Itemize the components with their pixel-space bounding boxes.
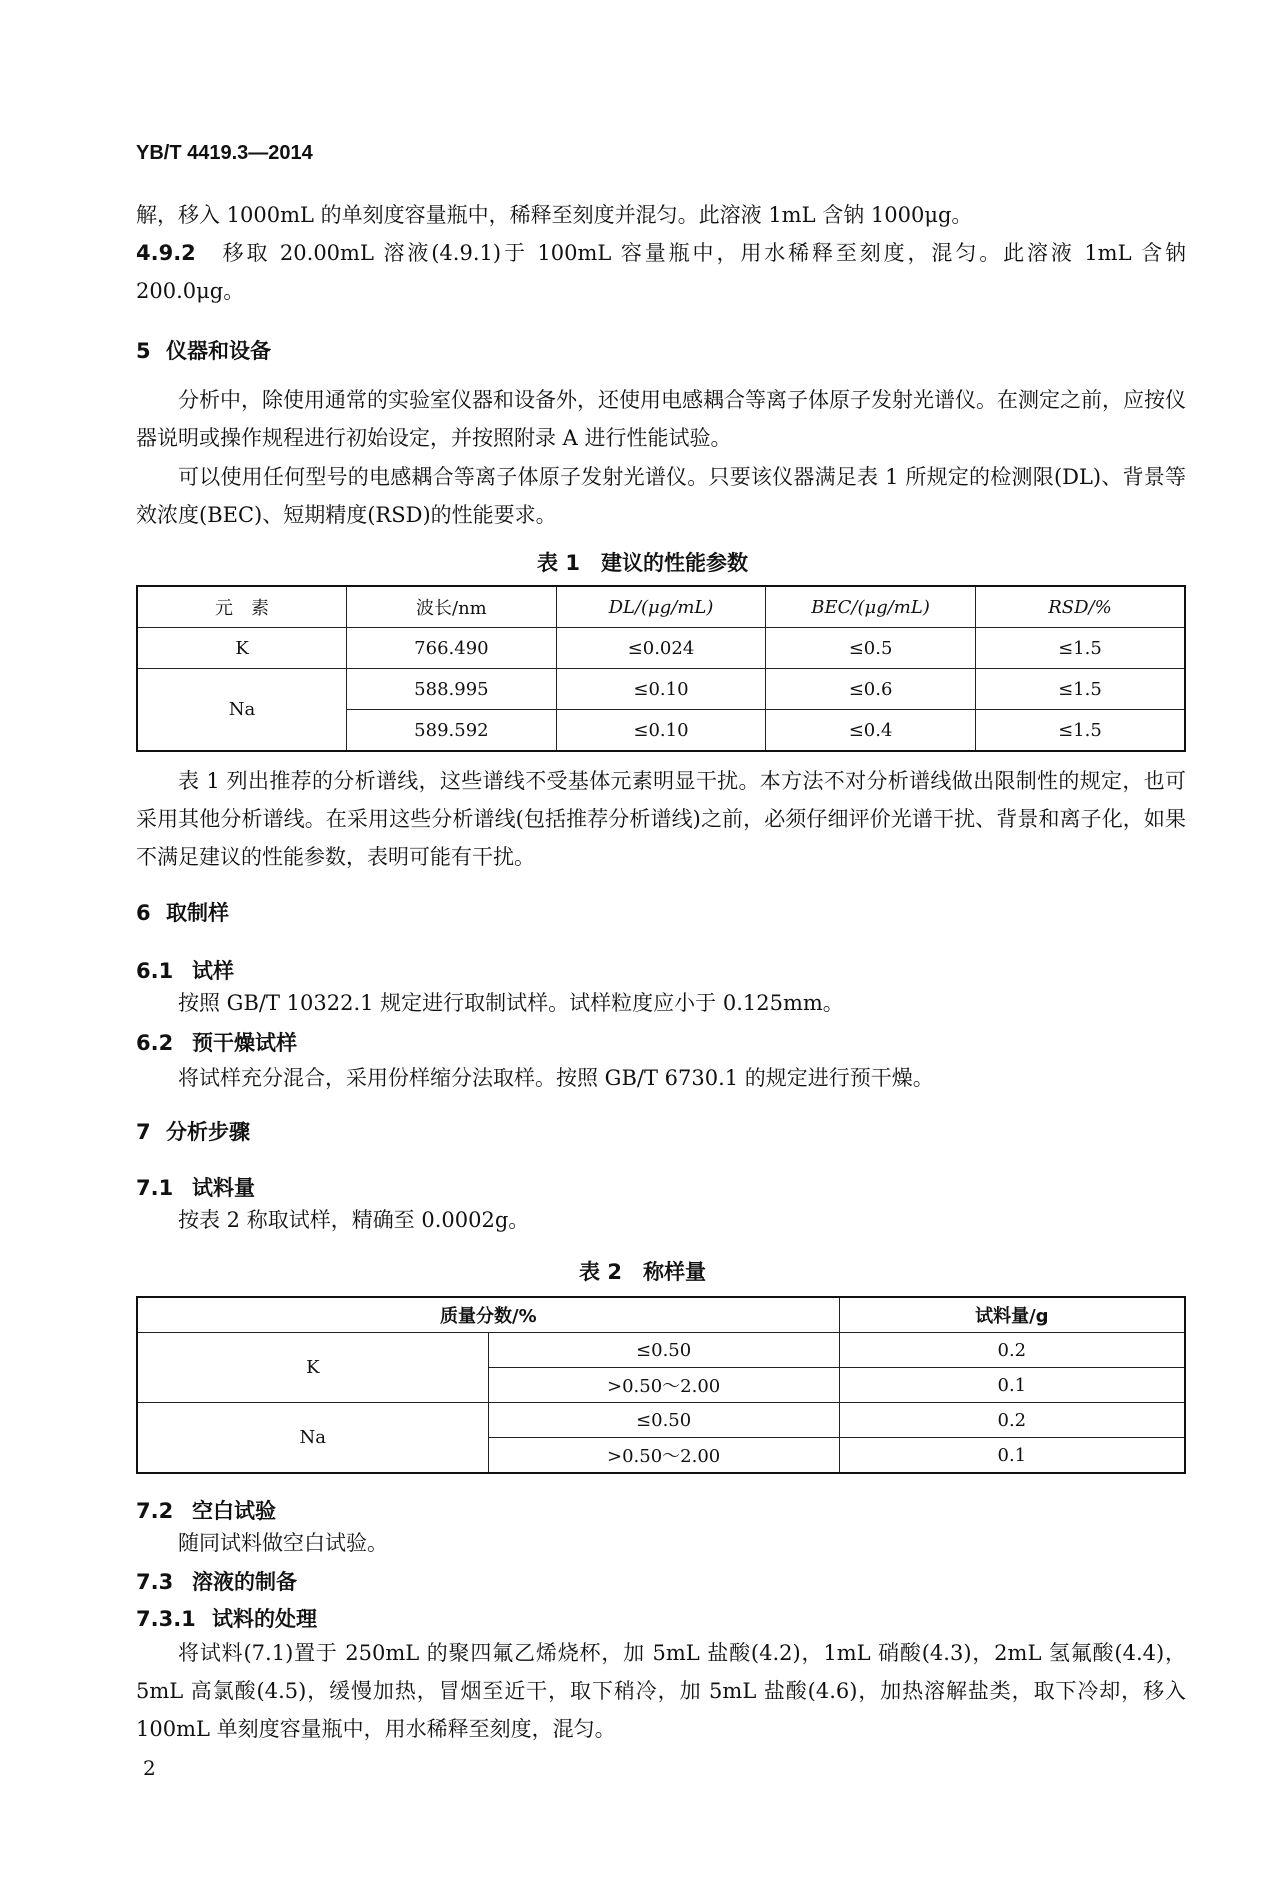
cell-wavelength: 589.592 xyxy=(347,710,557,752)
section-number: 6 xyxy=(136,901,151,925)
table-header-row xyxy=(137,1297,1185,1333)
section-5-heading xyxy=(136,335,271,365)
cell-bec: ≤0.5 xyxy=(766,628,976,669)
clause-title: 预干燥试样 xyxy=(192,1031,297,1055)
cell-mass: 0.1 xyxy=(839,1438,1185,1474)
clause-title: 试样 xyxy=(192,959,234,983)
table-row xyxy=(137,669,1185,710)
cell-range: >0.50～2.00 xyxy=(488,1368,839,1403)
section-title: 分析步骤 xyxy=(166,1120,250,1144)
document-code: YB/T 4419.3—2014 xyxy=(136,142,313,164)
table-2-caption: 表 2 称样量 xyxy=(579,1260,706,1284)
header-mass-fraction: 质量分数/% xyxy=(137,1297,839,1333)
cell-dl: ≤0.024 xyxy=(556,628,766,669)
clause-number: 6.2 xyxy=(136,1031,174,1055)
clause-number: 6.1 xyxy=(136,959,174,983)
clause-title: 溶液的制备 xyxy=(192,1570,297,1594)
header-sample-mass: 试料量/g xyxy=(839,1297,1185,1333)
clause-6-2-text: 将试样充分混合，采用份样缩分法取样。按照 GB/T 6730.1 的规定进行预干燥。 xyxy=(178,1066,934,1090)
clause-6-1-text: 按照 GB/T 10322.1 规定进行取制试样。试样粒度应小于 0.125mm。 xyxy=(178,991,844,1015)
cell-rsd: ≤1.5 xyxy=(975,628,1185,669)
cell-wavelength: 588.995 xyxy=(347,669,557,710)
table-header-row xyxy=(137,586,1185,628)
clause-7-1-heading xyxy=(136,1172,255,1202)
sample-mass-table xyxy=(136,1296,1186,1474)
cell-element: Na xyxy=(137,1403,488,1474)
section-5-paragraph-1: 分析中，除使用通常的实验室仪器和设备外，还使用电感耦合等离子体原子发射光谱仪。在测定之前，应按仪器说明或操作规程进行初始设定，并按照附录 A 进行性能试验。 xyxy=(136,388,1186,450)
cell-range: ≤0.50 xyxy=(488,1333,839,1368)
clause-6-2-heading xyxy=(136,1027,297,1057)
cell-mass: 0.2 xyxy=(839,1333,1185,1368)
cell-wavelength: 766.490 xyxy=(347,628,557,669)
section-title: 取制样 xyxy=(166,901,229,925)
cell-element: Na xyxy=(137,669,347,752)
cell-element: K xyxy=(137,628,347,669)
clause-7-3-1-text: 将试料(7.1)置于 250mL 的聚四氟乙烯烧杯，加 5mL 盐酸(4.2)，1mL 硝酸(4.3)，2mL 氢氟酸(4.4)，5mL 高氯酸(4.5)，缓慢加热，冒烟至近干，取下稍冷，加 5mL 盐酸(4.6)，加热溶解盐类，取下冷却，移入 100mL 单刻度容量瓶中，用水稀释至刻度，混匀。 xyxy=(136,1641,1186,1741)
section-6-heading xyxy=(136,897,229,927)
header-bec: BEC/(μg/mL) xyxy=(766,586,976,628)
performance-table xyxy=(136,585,1186,752)
cell-range: >0.50～2.00 xyxy=(488,1438,839,1474)
clause-7-3-1-heading xyxy=(136,1603,317,1633)
clause-title: 试料的处理 xyxy=(212,1607,317,1631)
clause-number: 7.1 xyxy=(136,1176,174,1200)
header-rsd: RSD/% xyxy=(975,586,1185,628)
clause-text: 移取 20.00mL 溶液(4.9.1)于 100mL 容量瓶中，用水稀释至刻度，混匀。此溶液 1mL 含钠 200.0μg。 xyxy=(136,241,1186,303)
cell-rsd: ≤1.5 xyxy=(975,710,1185,752)
cell-bec: ≤0.4 xyxy=(766,710,976,752)
cell-dl: ≤0.10 xyxy=(556,669,766,710)
clause-title: 空白试验 xyxy=(192,1499,276,1523)
page-number: 2 xyxy=(143,1756,156,1780)
section-5-paragraph-2: 可以使用任何型号的电感耦合等离子体原子发射光谱仪。只要该仪器满足表 1 所规定的检测限(DL)、背景等效浓度(BEC)、短期精度(RSD)的性能要求。 xyxy=(136,465,1186,527)
clause-4-9-2 xyxy=(136,234,1186,310)
clause-number: 7.2 xyxy=(136,1499,174,1523)
cell-range: ≤0.50 xyxy=(488,1403,839,1438)
header-dl: DL/(μg/mL) xyxy=(556,586,766,628)
table-row xyxy=(137,1333,1185,1368)
paragraph-491-continued: 解，移入 1000mL 的单刻度容量瓶中，稀释至刻度并混匀。此溶液 1mL 含钠 1000μg。 xyxy=(136,203,973,227)
section-number: 5 xyxy=(136,339,151,363)
table-1-note-paragraph: 表 1 列出推荐的分析谱线，这些谱线不受基体元素明显干扰。本方法不对分析谱线做出限制性的规定，也可采用其他分析谱线。在采用这些分析谱线(包括推荐分析谱线)之前，必须仔细评价光谱干扰、背景和离子化，如果不满足建议的性能参数，表明可能有干扰。 xyxy=(136,769,1186,869)
cell-mass: 0.2 xyxy=(839,1403,1185,1438)
table-1-caption: 表 1 建议的性能参数 xyxy=(537,551,748,575)
header-element: 元 素 xyxy=(137,586,347,628)
cell-element: K xyxy=(137,1333,488,1403)
table-row xyxy=(137,1403,1185,1438)
cell-bec: ≤0.6 xyxy=(766,669,976,710)
clause-number: 4.9.2 xyxy=(136,241,196,265)
cell-mass: 0.1 xyxy=(839,1368,1185,1403)
clause-7-2-heading xyxy=(136,1495,276,1525)
clause-number: 7.3 xyxy=(136,1570,174,1594)
section-number: 7 xyxy=(136,1120,151,1144)
cell-rsd: ≤1.5 xyxy=(975,669,1185,710)
table-row xyxy=(137,628,1185,669)
clause-7-2-text: 随同试料做空白试验。 xyxy=(178,1531,388,1555)
clause-title: 试料量 xyxy=(192,1176,255,1200)
header-wavelength: 波长/nm xyxy=(347,586,557,628)
clause-7-1-text: 按表 2 称取试样，精确至 0.0002g。 xyxy=(178,1208,530,1232)
section-title: 仪器和设备 xyxy=(166,339,271,363)
clause-number: 7.3.1 xyxy=(136,1607,196,1631)
section-7-heading xyxy=(136,1116,250,1146)
clause-7-3-heading xyxy=(136,1566,297,1596)
clause-6-1-heading xyxy=(136,955,234,985)
cell-dl: ≤0.10 xyxy=(556,710,766,752)
